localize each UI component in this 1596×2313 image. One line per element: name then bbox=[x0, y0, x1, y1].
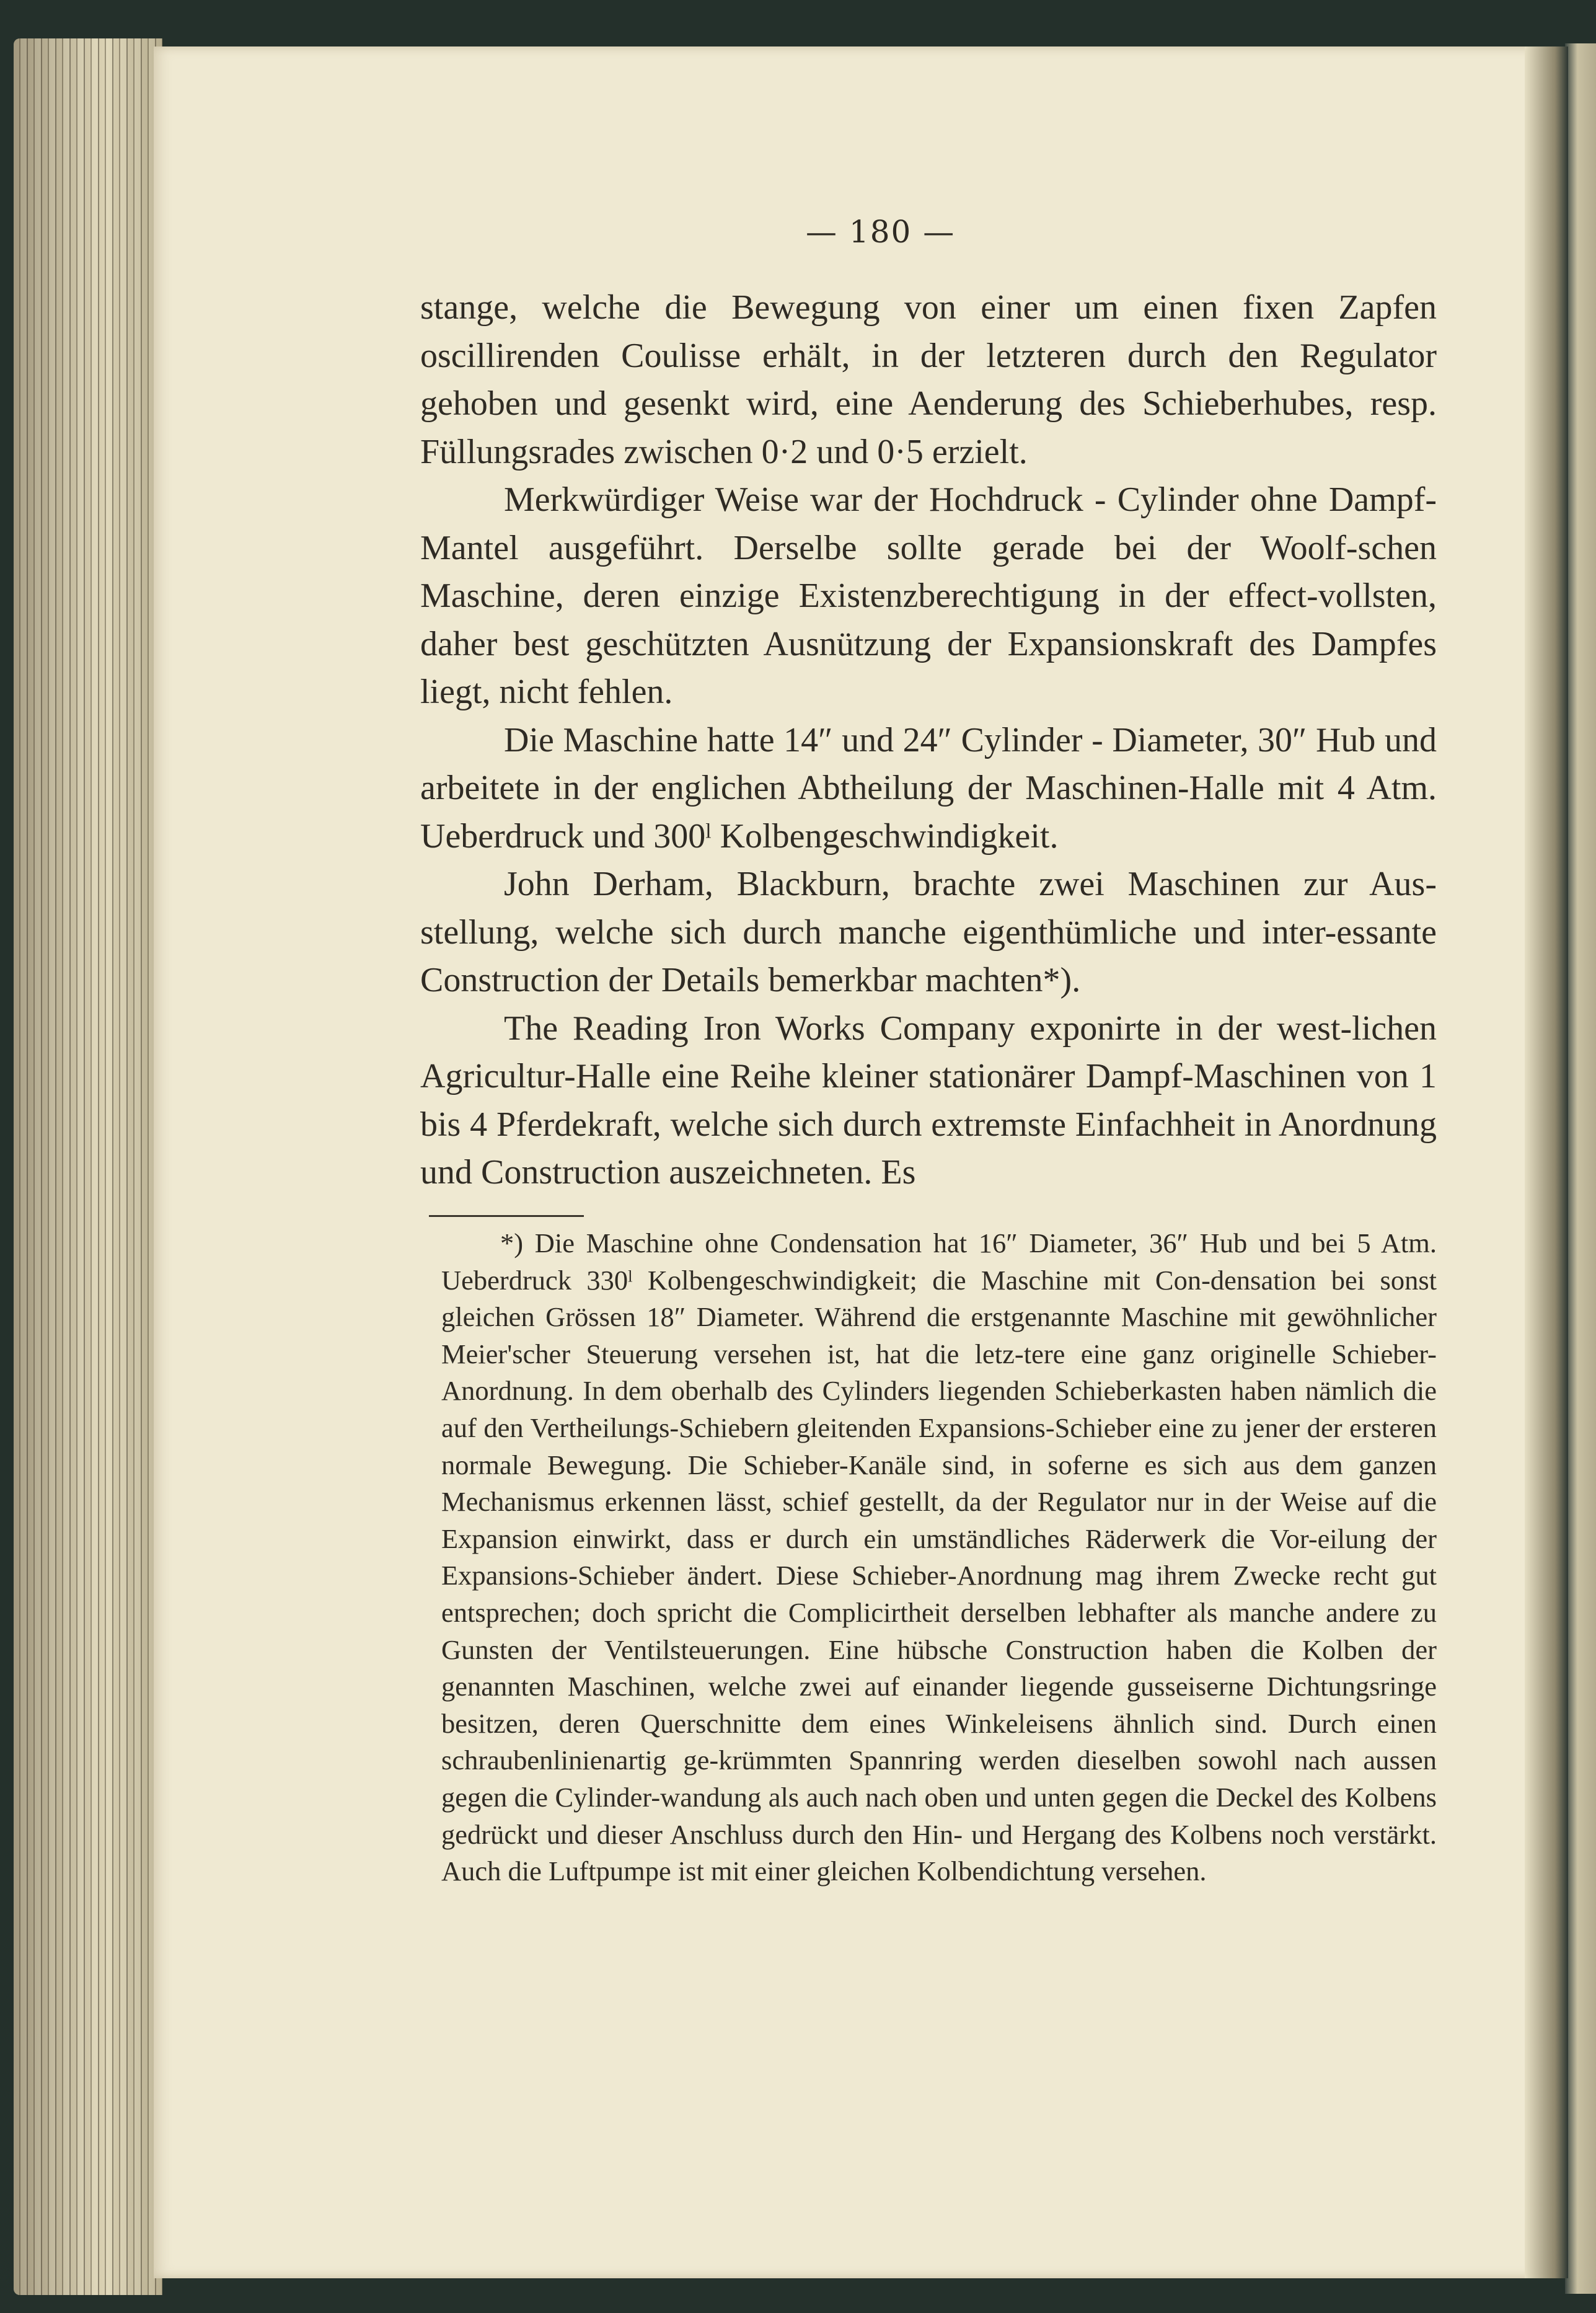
paragraph-3: Die Maschine hatte 14″ und 24″ Cylinder - Diameter, 30″ Hub und arbeitete in der englichen Abtheilung der Maschinen-Halle mit 4 Atm. Ueberdruck und 300ˡ Kolbengeschwindigkeit. bbox=[420, 720, 1437, 856]
page-stack-shadow bbox=[14, 38, 162, 2295]
paragraph-4: John Derham, Blackburn, brachte zwei Maschinen zur Aus-stellung, welche sich durch manche eigenthümliche und inter-essante Construction der Details bemerkbar machten*). bbox=[420, 865, 1437, 999]
book-gutter bbox=[1525, 46, 1568, 2278]
footnote-separator bbox=[429, 1215, 584, 1217]
paragraph-1: stange, welche die Bewegung von einer um einen fixen Zapfen oscillirenden Coulisse erhält, in der letzteren durch den Regulator gehoben und gesenkt wird, eine Aenderung des Schieberhubes, resp. Füllungsrades zwischen 0·2 und 0·5 erzielt. bbox=[420, 288, 1437, 471]
adjacent-page-edge bbox=[1565, 43, 1596, 2294]
paragraph-5: The Reading Iron Works Company exponirte in der west-lichen Agricultur-Halle eine Reihe kleiner stationärer Dampf-Maschinen von 1 bis 4 Pferdekraft, welche sich durch extremste Einfachheit in Anordnung und Construction auszeichneten. Es bbox=[420, 1009, 1437, 1192]
paragraph-2: Merkwürdiger Weise war der Hochdruck - Cylinder ohne Dampf-Mantel ausgeführt. Derselbe sollte gerade bei der Woolf-schen Maschine, deren einzige Existenzberechtigung in der effect-vollsten, daher best geschützten Ausnützung der Expansionskraft des Dampfes liegt, nicht fehlen. bbox=[420, 480, 1437, 711]
footnote: *) Die Maschine ohne Condensation hat 16″ Diameter, 36″ Hub und bei 5 Atm. Ueberdruck 330ˡ Kolbengeschwindigkeit; die Maschine mit Con-densation bei sonst gleichen Grössen 18″ Diameter. Während die erstgenannte Maschine mit gewöhnlicher Meier'scher Steuerung versehen ist, hat die letz-tere eine ganz originelle Schieber-Anordnung. In dem oberhalb des Cylinders liegenden Schieberkasten haben nämlich die auf den Vertheilungs-Schiebern gleitenden Expansions-Schieber eine zu jener der ersteren normale Bewegung. Die Schieber-Kanäle sind, in soferne es sich aus dem ganzen Mechanismus erkennen lässt, schief gestellt, da der Regulator nur in der Weise auf die Expansion einwirkt, dass er durch ein umständliches Räderwerk die Vor-eilung der Expansions-Schieber ändert. Diese Schieber-Anordnung mag ihrem Zwecke recht gut entsprechen; doch spricht die Complicirtheit derselben lebhafter als manche andere zu Gunsten der Ventilsteuerungen. Eine hübsche Construction haben die Kolben der genannten Maschinen, welche zwei auf einander liegende gusseiserne Dichtungsringe besitzen, deren Querschnitte dem eines Winkeleisens ähnlich sind. Durch einen schraubenlinienartig ge-krümmten Spannring werden dieselben sowohl nach aussen gegen die Cylinder-wandung als auch nach oben und unten gegen die Deckel des Kolbens gedrückt und dieser Anschluss durch den Hin- und Hergang des Kolbens noch verstärkt. Auch die Luftpumpe ist mit einer gleichen Kolbendichtung versehen. bbox=[441, 1227, 1437, 1887]
page-number: — 180 — bbox=[806, 214, 956, 250]
main-text bbox=[420, 284, 1437, 1197]
